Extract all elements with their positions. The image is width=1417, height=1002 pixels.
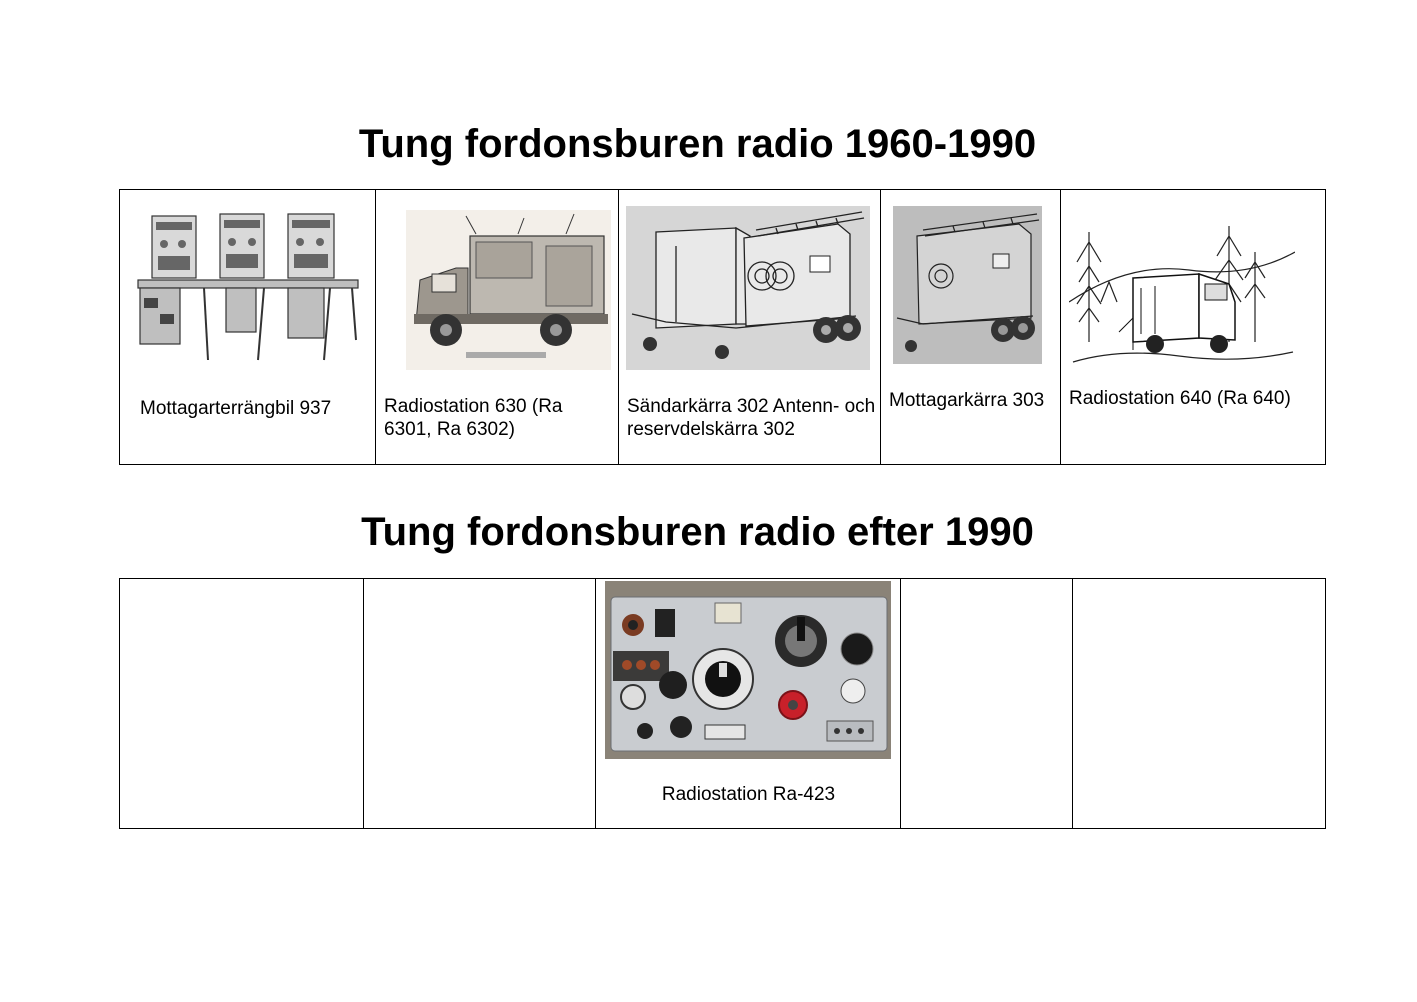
caption: Sändarkärra 302 Antenn- och reservdelskärra 302 <box>627 396 876 440</box>
empty-cell-1 <box>120 579 364 829</box>
cell-radiostation-ra-423 <box>596 579 901 829</box>
caption: Radiostation 640 (Ra 640) <box>1069 388 1291 409</box>
section-title-efter-1990: Tung fordonsburen radio efter 1990 <box>361 510 1034 554</box>
empty-cell-5 <box>1073 579 1326 829</box>
cell-mottagarterrangbil-937 <box>120 190 376 465</box>
radio-truck-630-image <box>406 210 611 370</box>
caption: Radiostation 630 (Ra 6301, Ra 6302) <box>384 396 563 440</box>
caption: Mottagarkärra 303 <box>889 390 1045 411</box>
caption: Radiostation Ra-423 <box>661 784 836 805</box>
receiver-stations-image <box>134 210 362 370</box>
section-title-1960-1990: Tung fordonsburen radio 1960-1990 <box>358 122 1037 166</box>
radio-station-640-sketch <box>1069 222 1295 372</box>
trailer-303-image <box>893 206 1042 364</box>
empty-cell-4 <box>901 579 1073 829</box>
cell-radiostation-630 <box>376 190 619 465</box>
cell-radiostation-640 <box>1061 190 1326 465</box>
trailer-302-image <box>626 206 870 370</box>
vehicle-radio-table-1960-1990 <box>119 189 1326 465</box>
vehicle-radio-table-efter-1990 <box>119 578 1326 829</box>
empty-cell-2 <box>364 579 596 829</box>
caption: Mottagarterrängbil 937 <box>140 398 332 419</box>
cell-sandarkarra-302 <box>619 190 881 465</box>
cell-mottagarkarra-303 <box>881 190 1061 465</box>
radio-ra-423-panel-image <box>605 581 891 759</box>
